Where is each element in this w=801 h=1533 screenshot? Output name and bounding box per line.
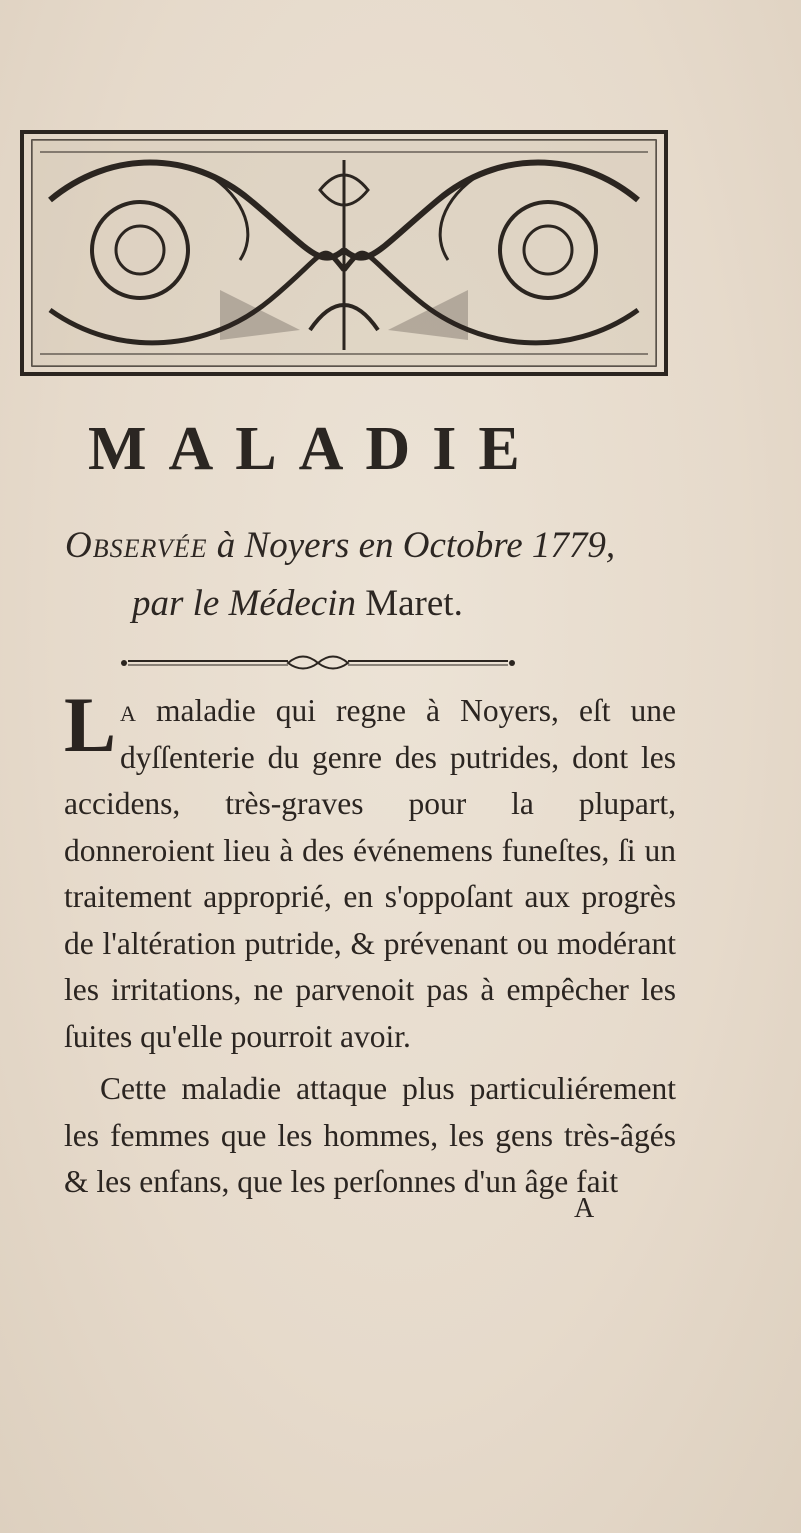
paragraph-2: Cette maladie attaque plus particuliérement les femmes que les hommes, les gens très-âgés & les enfans, que les perſonnes d'un âge fait [64,1071,676,1199]
ornamental-headpiece [20,130,668,376]
body-text [64,681,676,1206]
subtitle-line-2-italic: par le Médecin [132,583,356,624]
paragraph-1-text: maladie qui regne à Noyers, eſt une dyſſenterie du genre des putrides, dont les accidens, très-graves pour la plupart, donneroient lieu à des événemens funeſtes, ſi un traitement approprié, en s'oppoſant aux progrès de l'altération putride, & prévenant ou modérant les irritations, ne parvenoit pas à empêcher les ſuites qu'elle pourroit avoir. [64,693,676,1054]
subtitle-line-2 [132,582,463,625]
drop-cap: L [64,681,117,768]
ornamental-divider [118,650,518,674]
subtitle-author: Maret. [355,583,463,624]
catchword: A [574,1193,595,1224]
paragraph-1 [64,681,676,1060]
subtitle-line-1-rest: à Noyers en Octobre 1779, [207,525,616,566]
drop-cap-rest: a [120,693,136,728]
subtitle-line-1 [65,524,615,567]
subtitle-smallcaps: Observée [65,525,208,566]
title: MALADIE [88,415,542,483]
